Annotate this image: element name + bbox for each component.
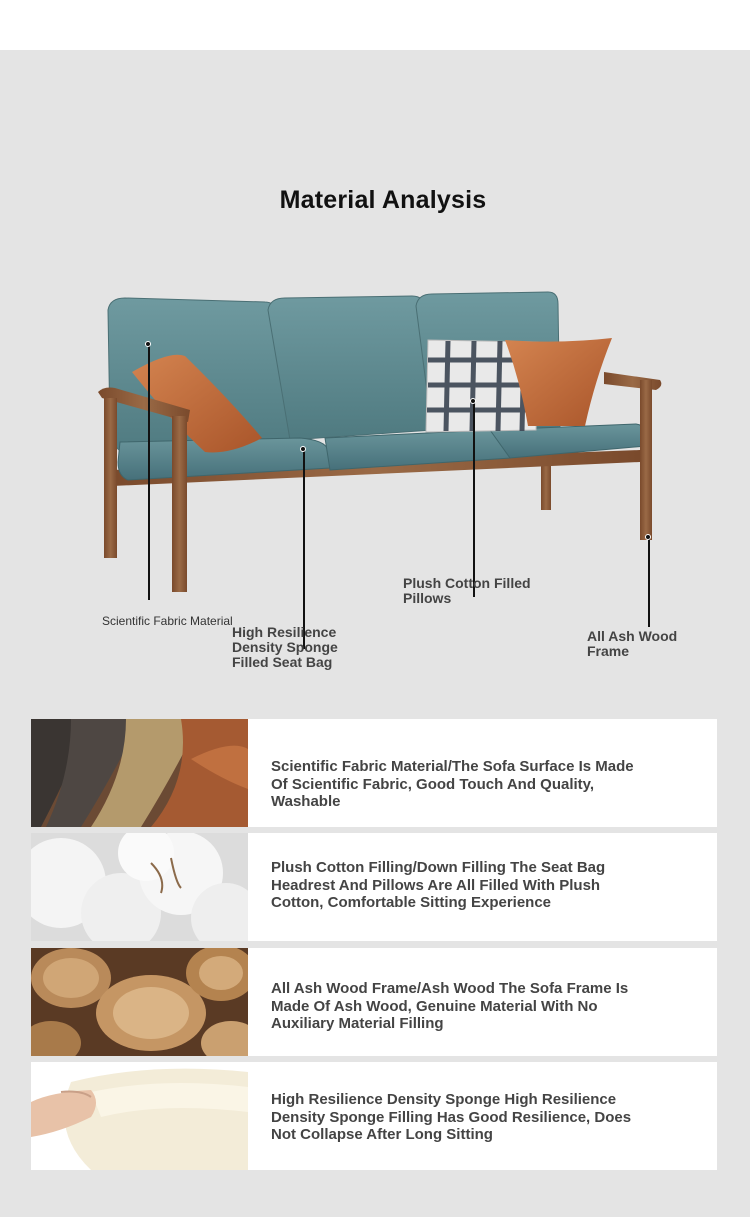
callout-dot-pillows bbox=[470, 398, 476, 404]
top-white-strip bbox=[0, 0, 750, 50]
material-card-sponge bbox=[31, 1062, 717, 1170]
material-card-fabric bbox=[31, 719, 717, 827]
callout-dot-frame bbox=[645, 534, 651, 540]
material-card-wood bbox=[31, 948, 717, 1056]
cotton-image bbox=[31, 833, 248, 941]
section-title: Material Analysis bbox=[279, 186, 487, 214]
back-leg-right bbox=[541, 460, 551, 510]
callout-line-sponge bbox=[303, 449, 305, 649]
leather-swatches-image bbox=[31, 719, 248, 827]
material-card-text: Plush Cotton Filling/Down Filling The Seat Bag Headrest And Pillows Are All Filled With Plush Cotton, Comfortable Sitting Experience bbox=[271, 859, 606, 911]
front-leg-right bbox=[640, 380, 652, 540]
material-card-text: All Ash Wood Frame/Ash Wood The Sofa Frame Is Made Of Ash Wood, Genuine Material With No Auxiliary Material Filling bbox=[271, 980, 629, 1032]
material-card-cotton bbox=[31, 833, 717, 941]
back-cushion-middle bbox=[268, 296, 432, 440]
sofa-illustration bbox=[0, 280, 750, 610]
callout-label-sponge: High Resilience Density Sponge Filled Seat Bag bbox=[232, 624, 338, 670]
callout-label-fabric: Scientific Fabric Material bbox=[102, 614, 233, 628]
foam-sponge-image bbox=[31, 1062, 248, 1170]
callout-dot-fabric bbox=[145, 341, 151, 347]
callout-line-frame bbox=[648, 537, 650, 627]
wood-logs-image bbox=[31, 948, 248, 1056]
material-card-text: High Resilience Density Sponge High Resilience Density Sponge Filling Has Good Resilience, Does Not Collapse After Long Sitting bbox=[271, 1091, 632, 1143]
front-leg-left bbox=[104, 398, 117, 558]
armrest-right bbox=[604, 372, 661, 390]
sofa-image bbox=[0, 280, 750, 610]
callout-label-frame: All Ash Wood Frame bbox=[587, 628, 678, 659]
material-card-text: Scientific Fabric Material/The Sofa Surface Is Made Of Scientific Fabric, Good Touch And Quality, Washable bbox=[271, 758, 634, 810]
callout-line-pillows bbox=[473, 401, 475, 597]
callout-label-pillows: Plush Cotton Filled Pillows bbox=[403, 575, 531, 606]
front-leg-center bbox=[172, 416, 187, 592]
callout-dot-sponge bbox=[300, 446, 306, 452]
callout-line-fabric bbox=[148, 344, 150, 600]
